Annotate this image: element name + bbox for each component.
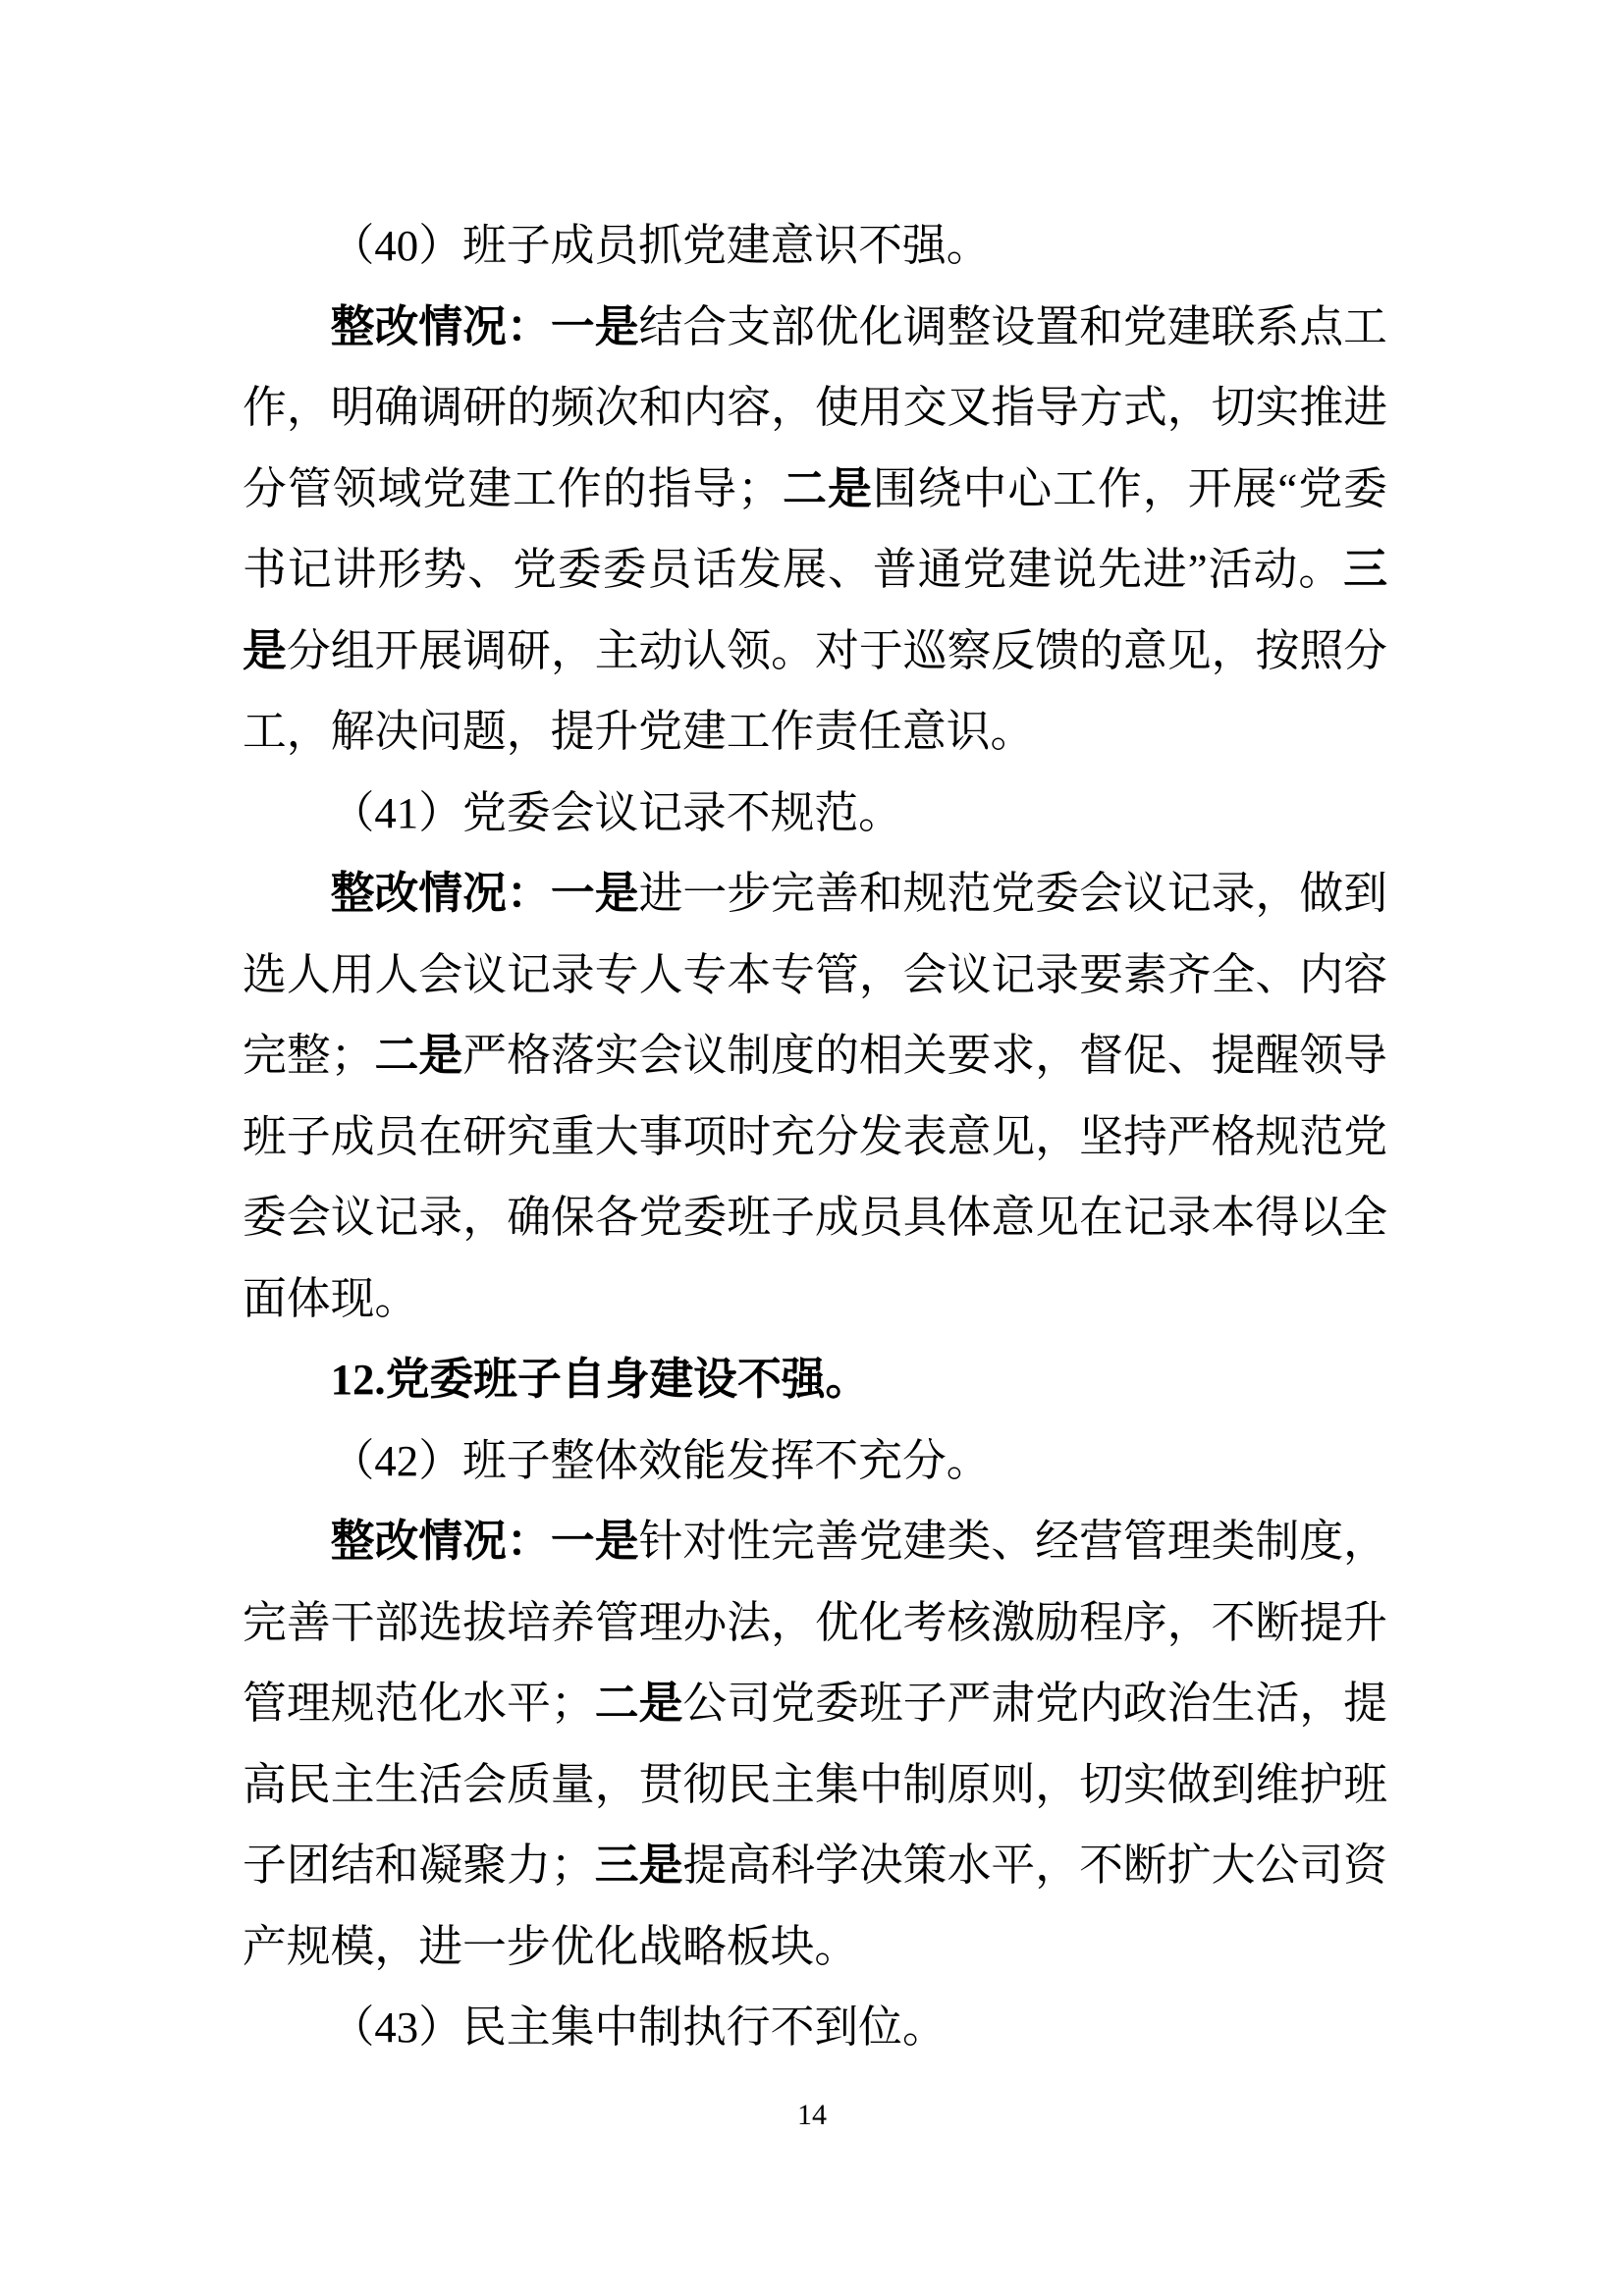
body-text: 结合支部优化调整设置和党建联系点工 [638,301,1387,351]
emphasis-text: 是 [243,625,287,675]
text-line [243,1339,1387,1420]
body-text: 进一步完善和规范党委会议记录，做到 [638,869,1387,918]
emphasis-text: 整改情况：一是 [330,301,639,351]
body-text: 书记讲形势、党委委员话发展、普通党建说先进”活动。 [243,545,1344,594]
text-line [243,1177,1387,1258]
text-line [243,611,1387,692]
emphasis-text: 三是 [594,1841,683,1890]
body-text: 管理规范化水平； [243,1679,595,1728]
text-line [243,1906,1387,1988]
text-line [243,1825,1387,1906]
body-text: 分管领域党建工作的指导； [243,463,783,513]
text-line [243,773,1387,854]
body-text: （40）班子成员抓党建意识不强。 [330,221,991,270]
emphasis-text: 二是 [782,463,873,513]
body-text: 完善干部选拔培养管理办法，优化考核激励程序，不断提升 [243,1597,1387,1647]
text-line [243,1015,1387,1096]
body-text: 提高科学决策水平，不断扩大公司资 [682,1841,1387,1890]
text-line [243,449,1387,530]
text-line [243,1744,1387,1826]
text-line [243,1096,1387,1178]
body-text: 工，解决问题，提升党建工作责任意识。 [243,707,1035,756]
body-text: 产规模，进一步优化战略板块。 [243,1921,859,1971]
text-line [243,205,1387,287]
body-text: （42）班子整体效能发挥不充分。 [330,1435,991,1485]
body-text: 委会议记录，确保各党委班子成员具体意见在记录本得以全 [243,1193,1387,1242]
text-line [243,853,1387,934]
body-text: 分组开展调研，主动认领。对于巡察反馈的意见，按照分 [286,625,1387,675]
body-text: （41）党委会议记录不规范。 [330,787,902,837]
text-line [243,529,1387,611]
text-line [243,1663,1387,1744]
text-line [243,1582,1387,1664]
body-text: 高民主生活会质量，贯彻民主集中制原则，切实做到维护班 [243,1759,1387,1809]
body-text: 针对性完善党建类、经营管理类制度， [638,1517,1387,1566]
text-line [243,1258,1387,1340]
text-line [243,934,1387,1016]
page-number: 14 [797,2099,827,2131]
body-text: 面体现。 [243,1273,419,1323]
document-body [243,205,1387,2068]
text-line [243,367,1387,449]
body-text: 作，明确调研的频次和内容，使用交叉指导方式，切实推进 [243,383,1387,432]
body-text: 围绕中心工作，开展“党委 [872,463,1387,513]
text-line [243,287,1387,368]
text-line [243,1420,1387,1502]
body-text: 选人用人会议记录专人专本专管，会议记录要素齐全、内容 [243,949,1387,999]
body-text: 公司党委班子严肃党内政治生活，提 [682,1679,1387,1728]
text-line [243,691,1387,773]
body-text: 严格落实会议制度的相关要求，督促、提醒领导 [462,1031,1387,1080]
body-text: 完整； [243,1031,375,1080]
emphasis-text: 整改情况：一是 [330,869,639,918]
text-line [243,1501,1387,1582]
body-text: 班子成员在研究重大事项时充分发表意见，坚持严格规范党 [243,1111,1387,1161]
emphasis-text: 12.党委班子自身建设不强。 [330,1355,870,1404]
emphasis-text: 二是 [374,1031,463,1080]
emphasis-text: 二是 [594,1679,683,1728]
body-text: （43）民主集中制执行不到位。 [330,2002,947,2052]
emphasis-text: 三 [1343,545,1387,594]
emphasis-text: 整改情况：一是 [330,1517,639,1566]
text-line [243,1987,1387,2068]
body-text: 子团结和凝聚力； [243,1841,595,1890]
